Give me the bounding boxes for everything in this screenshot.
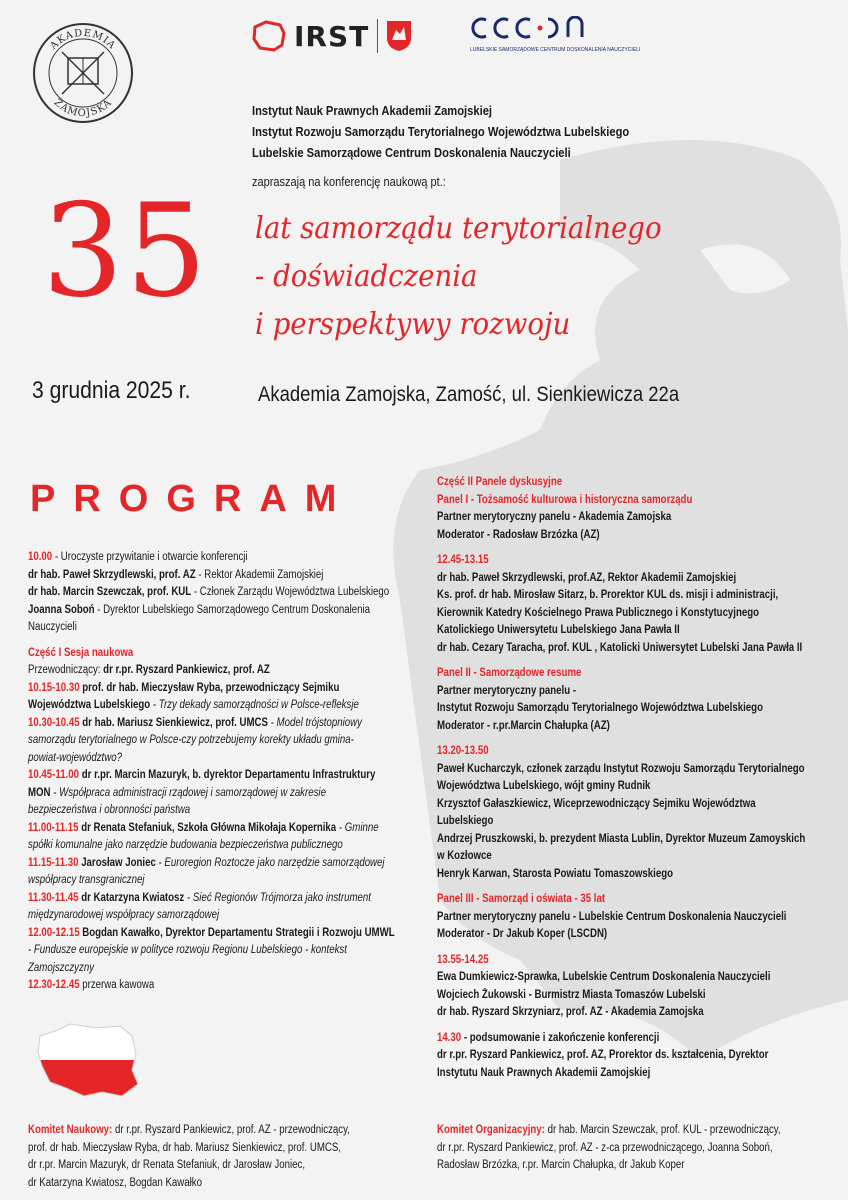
- committee-members: dr r.pr. Ryszard Pankiewicz, prof. AZ - z-ca przewodniczącego, Joanna Soboń,: [437, 1141, 773, 1154]
- svg-text:AKADEMIA: AKADEMIA: [48, 27, 118, 52]
- program-heading: PROGRAM: [30, 478, 355, 520]
- panelist: Henryk Karwan, Starosta Powiatu Tomaszowskiego: [437, 867, 674, 880]
- committee-members: prof. dr hab. Mieczysław Ryba, dr hab. Mariusz Sienkiewicz, prof. UMCS,: [28, 1141, 341, 1154]
- talk-title: - Fundusze europejskie w polityce rozwoju Regionu Lubelskiego - kontekst: [28, 944, 347, 956]
- panel-heading: Panel II - Samorządowe resume: [437, 667, 582, 679]
- speaker: dr hab. Mariusz Sienkiewicz, prof. UMCS: [79, 716, 268, 729]
- panelist: Paweł Kucharczyk, członek zarządu Instytut Rozwoju Samorządu Terytorialnego: [437, 762, 805, 775]
- anniversary-number: 35: [42, 177, 209, 326]
- title-line: i perspektywy rozwoju: [255, 307, 571, 342]
- speaker: dr hab. Paweł Skrzydlewski, prof. AZ: [28, 568, 196, 581]
- committee-members: dr r.pr. Ryszard Pankiewicz, prof. AZ - przewodniczący,: [112, 1124, 350, 1136]
- chair-label: Przewodniczący:: [28, 664, 104, 676]
- title-line: lat samorządu terytorialnego: [255, 211, 662, 246]
- speaker: Jarosław Joniec: [78, 856, 156, 869]
- panelist: Ewa Dumkiewicz-Sprawka, Lubelskie Centrum Doskonalenia Nauczycieli: [437, 971, 771, 983]
- chair-name: dr r.pr. Ryszard Pankiewicz, prof. AZ: [103, 664, 270, 676]
- role: - Dyrektor Lubelskiego Samorządowego Centrum Doskonalenia: [94, 603, 371, 616]
- lscdn-wordmark-icon: [470, 16, 610, 42]
- panelist: dr hab. Paweł Skrzydlewski, prof.AZ, Rektor Akademii Zamojskiej: [437, 571, 737, 584]
- talk-title: - Euroregion Roztocze jako narzędzie samorządowej: [155, 856, 385, 869]
- organizer: Lubelskie Samorządowe Centrum Doskonalenia Nauczycieli: [252, 145, 571, 160]
- talk-title: - Trzy dekady samorządności w Polsce-refleksje: [150, 699, 359, 711]
- speaker: MON: [28, 786, 51, 799]
- time-label: 12.30-12.45: [28, 979, 80, 991]
- talk-title: - Współpraca administracji rządowej i samorządowej w zakresie: [50, 786, 326, 799]
- panelist: Ks. prof. dr hab. Mirosław Sitarz, b. Prorektor KUL ds. misji i administracji,: [437, 589, 779, 601]
- talk-title: samorządu terytorialnego w Polsce-czy potrzebujemy korekty układu gmina-: [28, 734, 354, 746]
- organizer: Instytut Nauk Prawnych Akademii Zamojskiej: [252, 103, 493, 118]
- talk-title: współpracy transgranicznej: [28, 874, 145, 886]
- panelist: w Kozłowce: [437, 850, 492, 862]
- poland-map-icon: [252, 19, 286, 53]
- akademia-zamojska-seal-logo: [32, 22, 134, 124]
- time-label: 10.00: [28, 551, 53, 563]
- panelist: Kierownik Katedry Kościelnego Prawa Publicznego i Konstytucyjnego: [437, 606, 760, 619]
- role: - Członek Zarządu Województwa Lubelskiego: [191, 586, 390, 598]
- panel-moderator: Moderator - Radosław Brzózka (AZ): [437, 528, 600, 541]
- scientific-committee: [28, 1122, 411, 1192]
- panel-heading: Panel III - Samorząd i oświata - 35 lat: [437, 893, 606, 905]
- time-label: 11.30-11.45: [28, 891, 79, 904]
- organizer: Instytut Rozwoju Samorządu Terytorialnego Województwa Lubelskiego: [252, 124, 630, 139]
- time-label: 12.45-13.15: [437, 554, 489, 566]
- talk-title: międzynarodowej współpracy samorządowej: [28, 909, 220, 921]
- irst-logo: [252, 15, 412, 57]
- agenda-text: przerwa kawowa: [79, 979, 155, 991]
- time-label: 14.30: [437, 1031, 462, 1044]
- role: Nauczycieli: [28, 621, 77, 633]
- panel-partner: Partner merytoryczny panelu -: [437, 684, 577, 697]
- panel-heading: Panel I - Tożsamość kulturowa i historyczna samorządu: [437, 493, 693, 506]
- program-left-column: [28, 549, 464, 995]
- speaker: Instytutu Nauk Prawnych Akademii Zamojskiej: [437, 1066, 651, 1079]
- committee-label: Komitet Organizacyjny:: [437, 1124, 545, 1136]
- poland-flag-map-icon: [36, 1022, 140, 1098]
- time-label: 10.30-10.45: [28, 716, 80, 729]
- conference-title: [255, 205, 697, 349]
- svg-text:ZAMOJSKA: ZAMOJSKA: [51, 97, 115, 120]
- speaker: Województwa Lubelskiego: [28, 699, 151, 711]
- invitation-text: zapraszają na konferencję naukową pt.:: [252, 175, 446, 189]
- panelist: dr hab. Ryszard Skrzyniarz, prof. AZ - Akademia Zamojska: [437, 1006, 704, 1018]
- organizers-list: [252, 100, 691, 163]
- time-label: 12.00-12.15: [28, 926, 80, 939]
- time-label: 10.45-11.00: [28, 769, 80, 781]
- panelist: Wojciech Żukowski - Burmistrz Miasta Tomaszów Lubelski: [437, 988, 706, 1001]
- talk-title: powiat-województwo?: [28, 751, 122, 764]
- committee-label: Komitet Naukowy:: [28, 1124, 113, 1136]
- time-label: 13.20-13.50: [437, 745, 489, 757]
- talk-title: - Model trójstopniowy: [267, 716, 362, 729]
- panel-partner: Partner merytoryczny panelu - Lubelskie Centrum Doskonalenia Nauczycieli: [437, 910, 787, 923]
- panelist: Krzysztof Gałaszkiewicz, Wiceprzewodniczący Sejmiku Województwa: [437, 797, 756, 810]
- time-label: 11.00-11.15: [28, 821, 79, 834]
- talk-title: Zamojszczyzny: [28, 961, 95, 974]
- section-heading: Część II Panele dyskusyjne: [437, 476, 563, 488]
- program-right-column: [437, 474, 848, 1082]
- committee-members: dr hab. Marcin Szewczak, prof. KUL - przewodniczący,: [544, 1124, 781, 1136]
- speaker: dr r.pr. Marcin Mazuryk, b. dyrektor Departamentu Infrastruktury: [79, 769, 376, 781]
- panel-partner: Instytut Rozwoju Samorządu Terytorialnego Województwa Lubelskiego: [437, 702, 763, 714]
- role: - Rektor Akademii Zamojskiej: [195, 568, 324, 581]
- lscdn-logo: [470, 16, 641, 53]
- time-label: 10.15-10.30: [28, 681, 80, 694]
- panel-moderator: Moderator - r.pr.Marcin Chałupka (AZ): [437, 719, 610, 732]
- agenda-text: - podsumowanie i zakończenie konferencji: [461, 1031, 660, 1044]
- conference-venue: Akademia Zamojska, Zamość, ul. Sienkiewicza 22a: [258, 383, 680, 406]
- title-line: - doświadczenia: [255, 259, 478, 294]
- panelist: Lubelskiego: [437, 815, 494, 827]
- panel-moderator: Moderator - Dr Jakub Koper (LSCDN): [437, 928, 608, 940]
- talk-title: - Sieć Regionów Trójmorza jako instrument: [184, 891, 371, 904]
- panelist: Województwa Lubelskiego, wójt gminy Rudnik: [437, 780, 651, 792]
- lscdn-full-name: LUBELSKIE SAMORZĄDOWE CENTRUM DOSKONALENIA NAUCZYCIELI: [470, 47, 641, 53]
- agenda-text: - Uroczyste przywitanie i otwarcie konferencji: [52, 551, 248, 563]
- talk-title: - Gminne: [336, 821, 379, 834]
- panelist: Katolickiego Uniwersytetu Lubelskiego Jana Pawła II: [437, 624, 680, 636]
- committee-members: Radosław Brzózka, r.pr. Marcin Chałupka, dr Jakub Koper: [437, 1159, 685, 1171]
- panel-partner: Partner merytoryczny panelu - Akademia Zamojska: [437, 511, 672, 523]
- speaker: prof. dr hab. Mieczysław Ryba, przewodniczący Sejmiku: [79, 681, 340, 694]
- speaker: dr r.pr. Ryszard Pankiewicz, prof. AZ, Prorektor ds. kształcenia, Dyrektor: [437, 1049, 769, 1061]
- speaker: Bogdan Kawałko, Dyrektor Departamentu Strategii i Rozwoju UMWL: [79, 926, 395, 939]
- time-label: 11.15-11.30: [28, 856, 79, 869]
- committee-members: dr r.pr. Marcin Mazuryk, dr Renata Stefaniuk, dr Jarosław Joniec,: [28, 1159, 306, 1171]
- talk-title: spółki komunalne jako narzędzie budowania bezpieczeństwa publicznego: [28, 839, 343, 851]
- speaker: dr Renata Stefaniuk, Szkoła Główna Mikołaja Kopernika: [78, 821, 337, 834]
- session-heading: Część I Sesja naukowa: [28, 646, 134, 659]
- talk-title: bezpieczeństwa i obronności państwa: [28, 804, 191, 816]
- panelist: Andrzej Pruszkowski, b. prezydent Miasta Lublin, Dyrektor Muzeum Zamoyskich: [437, 832, 806, 845]
- irst-wordmark: IRST: [294, 19, 370, 53]
- panelist: dr hab. Cezary Taracha, prof. KUL , Katolicki Uniwersytet Lubelski Jana Pawła II: [437, 641, 803, 654]
- committee-members: dr Katarzyna Kwiatosz, Bogdan Kawałko: [28, 1176, 202, 1189]
- speaker: Joanna Soboń: [28, 603, 95, 616]
- time-label: 13.55-14.25: [437, 953, 489, 966]
- organizing-committee: [437, 1122, 846, 1175]
- speaker: dr Katarzyna Kwiatosz: [78, 891, 185, 904]
- conference-date: 3 grudnia 2025 r.: [32, 377, 191, 404]
- speaker: dr hab. Marcin Szewczak, prof. KUL: [28, 586, 192, 598]
- coat-of-arms-icon: [386, 20, 412, 52]
